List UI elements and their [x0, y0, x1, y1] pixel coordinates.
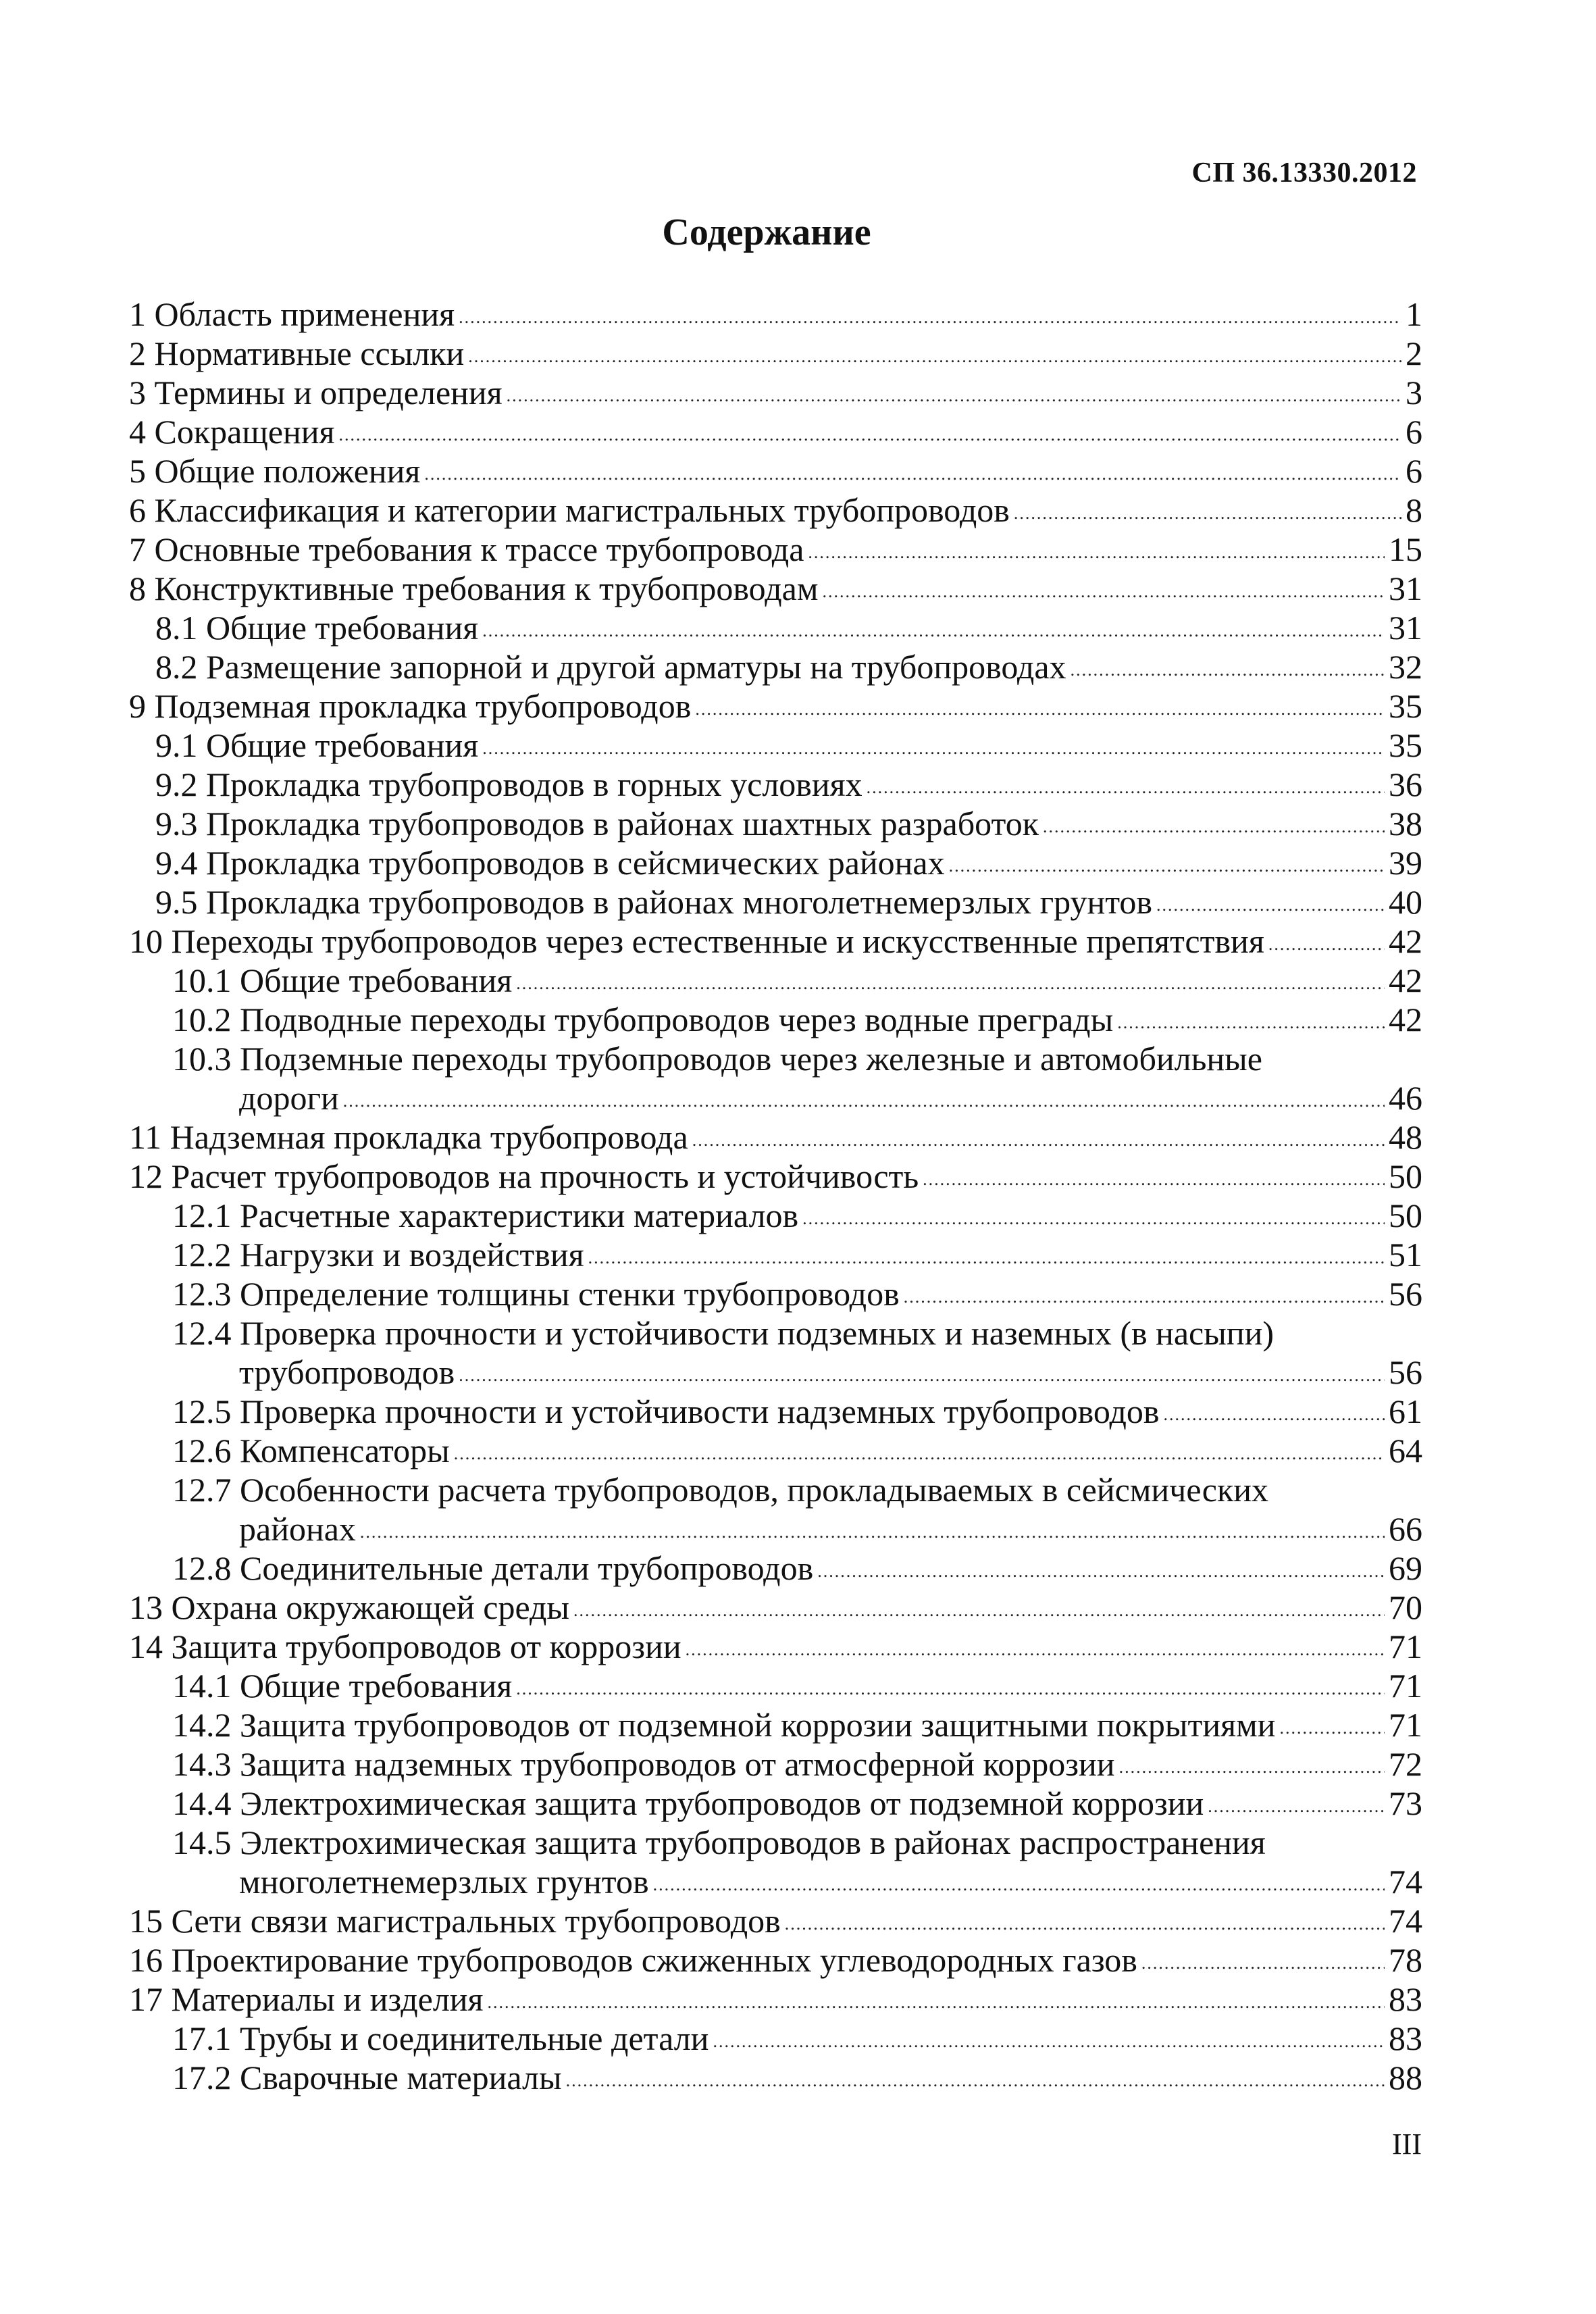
toc-entry-page: 88	[1389, 2059, 1422, 2096]
toc-entry-title: 10.3 Подземные переходы трубопроводов через железные и автомобильные	[172, 1040, 1262, 1078]
toc-entry-page: 71	[1389, 1628, 1422, 1665]
toc-entry-title-continuation: районах	[239, 1510, 356, 1548]
toc-subentry-continuation[interactable]	[129, 1078, 1422, 1117]
toc-entry-title: 14.5 Электрохимическая защита трубопроводов в районах распространения	[172, 1823, 1266, 1861]
toc-entry-title: 11 Надземная прокладка трубопровода	[129, 1118, 688, 1156]
toc-entry-page: 71	[1389, 1706, 1422, 1744]
leader-dots	[454, 1445, 1385, 1463]
leader-dots	[516, 975, 1385, 992]
toc-entry-page: 32	[1389, 648, 1422, 686]
toc-entry[interactable]	[129, 334, 1422, 373]
toc-entry-title: 6 Классификация и категории магистральных трубопроводов	[129, 491, 1010, 529]
leader-dots	[692, 1132, 1385, 1149]
toc-entry-title: 8.2 Размещение запорной и другой арматуры на трубопроводах	[155, 648, 1066, 686]
toc-subentry[interactable]	[129, 961, 1422, 1000]
leader-dots	[1164, 1406, 1385, 1424]
toc-subentry-first-line[interactable]	[129, 1313, 1422, 1353]
leader-dots	[482, 622, 1385, 640]
leader-dots	[1117, 1014, 1385, 1032]
toc-entry-title: 12.5 Проверка прочности и устойчивости надземных трубопроводов	[172, 1392, 1160, 1430]
leader-dots	[459, 309, 1401, 326]
leader-dots	[653, 1876, 1385, 1894]
toc-entry-title-continuation: трубопроводов	[239, 1353, 455, 1391]
leader-dots	[949, 857, 1385, 875]
toc-entry-page: 70	[1389, 1588, 1422, 1626]
toc-subentry[interactable]	[129, 1744, 1422, 1784]
toc-entry-title: 4 Сокращения	[129, 413, 335, 451]
toc-subentry[interactable]	[129, 647, 1422, 686]
toc-entry-title: 14.2 Защита трубопроводов от подземной коррозии защитными покрытиями	[172, 1706, 1276, 1744]
toc-entry-title: 17.1 Трубы и соединительные детали	[172, 2019, 709, 2057]
toc-subentry-first-line[interactable]	[129, 1470, 1422, 1509]
toc-subentry[interactable]	[129, 1196, 1422, 1235]
toc-subentry-continuation[interactable]	[129, 1862, 1422, 1901]
toc-entry-title: 9.3 Прокладка трубопроводов в районах шахтных разработок	[155, 805, 1039, 842]
toc-entry-page: 78	[1389, 1941, 1422, 1979]
toc-subentry[interactable]	[129, 608, 1422, 647]
leader-dots	[424, 466, 1401, 483]
toc-entry[interactable]	[129, 1157, 1422, 1196]
leader-dots	[1043, 818, 1385, 836]
page-number: III	[1392, 2128, 1422, 2161]
leader-dots	[713, 2033, 1385, 2051]
toc-entry-title: 14 Защита трубопроводов от коррозии	[129, 1628, 681, 1665]
toc-entry[interactable]	[129, 1901, 1422, 1940]
toc-entry[interactable]	[129, 686, 1422, 726]
toc-subentry-continuation[interactable]	[129, 1509, 1422, 1549]
leader-dots	[822, 583, 1385, 601]
leader-dots	[516, 1680, 1385, 1698]
toc-entry-page: 39	[1389, 844, 1422, 882]
leader-dots	[802, 1210, 1385, 1228]
toc-entry-page: 74	[1389, 1863, 1422, 1901]
toc-entry-title-continuation: многолетнемерзлых грунтов	[239, 1863, 649, 1901]
toc-entry-page: 42	[1389, 1001, 1422, 1038]
toc-entry-title: 12.6 Компенсаторы	[172, 1432, 450, 1469]
toc-entry-title: 17 Материалы и изделия	[129, 1980, 484, 2018]
leader-dots	[459, 1367, 1385, 1384]
leader-dots	[339, 426, 1401, 444]
toc-entry-title-continuation: дороги	[239, 1079, 339, 1117]
toc-entry-title: 12.8 Соединительные детали трубопроводов	[172, 1549, 814, 1587]
leader-dots	[468, 348, 1401, 366]
toc-entry-title: 12.4 Проверка прочности и устойчивости подземных и наземных (в насыпи)	[172, 1314, 1274, 1352]
toc-subentry[interactable]	[129, 804, 1422, 843]
leader-dots	[588, 1249, 1385, 1267]
leader-dots	[488, 1994, 1385, 2011]
toc-subentry[interactable]	[129, 1705, 1422, 1744]
toc-subentry[interactable]	[129, 882, 1422, 922]
leader-dots	[923, 1171, 1385, 1188]
leader-dots	[573, 1602, 1385, 1619]
leader-dots	[1119, 1759, 1385, 1776]
toc-entry-page: 6	[1406, 413, 1422, 451]
toc-entry-page: 50	[1389, 1197, 1422, 1234]
toc-entry[interactable]	[129, 295, 1422, 334]
toc-entry-page: 46	[1389, 1079, 1422, 1117]
toc-subentry-first-line[interactable]	[129, 1039, 1422, 1078]
toc-subentry[interactable]	[129, 1235, 1422, 1274]
toc-entry-title: 12 Расчет трубопроводов на прочность и устойчивость	[129, 1157, 919, 1195]
leader-dots	[360, 1524, 1385, 1541]
toc-entry-title: 12.1 Расчетные характеристики материалов	[172, 1197, 799, 1234]
leader-dots	[1141, 1955, 1385, 1972]
toc-entry-page: 83	[1389, 2019, 1422, 2057]
toc-subentry[interactable]	[129, 1274, 1422, 1313]
toc-entry-page: 36	[1389, 765, 1422, 803]
toc-subentry[interactable]	[129, 1549, 1422, 1588]
toc-entry-page: 83	[1389, 1980, 1422, 2018]
leader-dots	[482, 740, 1385, 757]
toc-entry[interactable]	[129, 569, 1422, 608]
toc-entry-title: 12.3 Определение толщины стенки трубопроводов	[172, 1275, 900, 1313]
toc-subentry[interactable]	[129, 1784, 1422, 1823]
toc-entry-title: 10.2 Подводные переходы трубопроводов через водные преграды	[172, 1001, 1114, 1038]
toc-entry-title: 17.2 Сварочные материалы	[172, 2059, 562, 2096]
leader-dots	[1268, 936, 1385, 953]
toc-entry[interactable]	[129, 1588, 1422, 1627]
toc-entry-title: 14.1 Общие требования	[172, 1667, 513, 1705]
toc-entry-title: 8 Конструктивные требования к трубопроводам	[129, 570, 819, 607]
toc-entry-page: 56	[1389, 1275, 1422, 1313]
toc-subentry[interactable]	[129, 2058, 1422, 2097]
toc-entry-title: 8.1 Общие требования	[155, 609, 479, 647]
leader-dots	[808, 544, 1385, 561]
toc-entry-page: 42	[1389, 961, 1422, 999]
toc-subentry[interactable]	[129, 1666, 1422, 1705]
toc-entry-title: 9.5 Прокладка трубопроводов в районах многолетнемерзлых грунтов	[155, 883, 1153, 921]
leader-dots	[1156, 897, 1385, 914]
toc-entry[interactable]	[129, 1980, 1422, 2019]
leader-dots	[867, 779, 1385, 797]
leader-dots	[507, 387, 1401, 405]
toc-entry-page: 31	[1389, 570, 1422, 607]
toc-subentry[interactable]	[129, 726, 1422, 765]
toc-subentry[interactable]	[129, 1392, 1422, 1431]
toc-entry[interactable]	[129, 373, 1422, 412]
toc-entry-title: 15 Сети связи магистральных трубопроводов	[129, 1902, 781, 1940]
leader-dots	[817, 1563, 1385, 1580]
toc-entry-page: 3	[1406, 374, 1422, 411]
toc-entry-page: 74	[1389, 1902, 1422, 1940]
toc-entry[interactable]	[129, 1627, 1422, 1666]
toc-entry-title: 10 Переходы трубопроводов через естественные и искусственные препятствия	[129, 922, 1264, 960]
leader-dots	[1280, 1719, 1385, 1737]
leader-dots	[686, 1641, 1385, 1659]
leader-dots	[785, 1915, 1385, 1933]
toc-entry[interactable]	[129, 491, 1422, 530]
toc-entry[interactable]	[129, 1940, 1422, 1980]
toc-entry-page: 35	[1389, 687, 1422, 725]
toc-entry-title: 9.1 Общие требования	[155, 726, 479, 764]
toc-entry-page: 61	[1389, 1392, 1422, 1430]
toc-entry-title: 16 Проектирование трубопроводов сжиженных углеводородных газов	[129, 1941, 1137, 1979]
document-code: СП 36.13330.2012	[1191, 157, 1417, 188]
leader-dots	[1208, 1798, 1385, 1815]
toc-subentry[interactable]	[129, 2019, 1422, 2058]
toc-entry-page: 64	[1389, 1432, 1422, 1469]
toc-entry-title: 2 Нормативные ссылки	[129, 334, 465, 372]
toc-entry-page: 50	[1389, 1157, 1422, 1195]
toc-entry-page: 15	[1389, 530, 1422, 568]
table-of-contents	[129, 295, 1422, 2097]
toc-entry-title: 13 Охрана окружающей среды	[129, 1588, 570, 1626]
toc-subentry[interactable]	[129, 1000, 1422, 1039]
toc-subentry[interactable]	[129, 765, 1422, 804]
toc-entry-title: 1 Область применения	[129, 295, 455, 333]
toc-entry-page: 56	[1389, 1353, 1422, 1391]
toc-entry-title: 10.1 Общие требования	[172, 961, 513, 999]
toc-entry[interactable]	[129, 451, 1422, 491]
toc-entry-page: 71	[1389, 1667, 1422, 1705]
toc-subentry[interactable]	[129, 1431, 1422, 1470]
toc-entry-page: 48	[1389, 1118, 1422, 1156]
toc-entry-page: 35	[1389, 726, 1422, 764]
leader-dots	[1014, 505, 1401, 522]
leader-dots	[1071, 661, 1385, 679]
toc-entry-page: 69	[1389, 1549, 1422, 1587]
toc-entry-page: 51	[1389, 1236, 1422, 1274]
toc-entry-title: 9.2 Прокладка трубопроводов в горных условиях	[155, 765, 863, 803]
toc-entry-title: 12.2 Нагрузки и воздействия	[172, 1236, 584, 1274]
leader-dots	[904, 1288, 1385, 1306]
toc-entry-page: 40	[1389, 883, 1422, 921]
toc-subentry-continuation[interactable]	[129, 1353, 1422, 1392]
toc-entry-page: 6	[1406, 452, 1422, 490]
toc-entry-page: 42	[1389, 922, 1422, 960]
leader-dots	[343, 1092, 1385, 1110]
toc-entry[interactable]	[129, 922, 1422, 961]
toc-subentry-first-line[interactable]	[129, 1823, 1422, 1862]
toc-entry-page: 2	[1406, 334, 1422, 372]
page-title: Содержание	[662, 211, 871, 253]
leader-dots	[566, 2072, 1385, 2090]
toc-entry-page: 8	[1406, 491, 1422, 529]
toc-entry-title: 5 Общие положения	[129, 452, 421, 490]
toc-entry-title: 9.4 Прокладка трубопроводов в сейсмических районах	[155, 844, 945, 882]
toc-entry[interactable]	[129, 530, 1422, 569]
toc-entry-page: 31	[1389, 609, 1422, 647]
toc-entry-title: 3 Термины и определения	[129, 374, 503, 411]
toc-entry-title: 12.7 Особенности расчета трубопроводов, прокладываемых в сейсмических	[172, 1471, 1268, 1509]
leader-dots	[695, 701, 1385, 718]
toc-entry[interactable]	[129, 1117, 1422, 1157]
toc-entry[interactable]	[129, 412, 1422, 451]
toc-entry-page: 72	[1389, 1745, 1422, 1783]
toc-entry-page: 73	[1389, 1784, 1422, 1822]
toc-subentry[interactable]	[129, 843, 1422, 882]
toc-entry-page: 66	[1389, 1510, 1422, 1548]
toc-entry-title: 14.4 Электрохимическая защита трубопроводов от подземной коррозии	[172, 1784, 1204, 1822]
toc-entry-page: 1	[1406, 295, 1422, 333]
toc-entry-title: 7 Основные требования к трассе трубопровода	[129, 530, 804, 568]
toc-entry-page: 38	[1389, 805, 1422, 842]
toc-entry-title: 14.3 Защита надземных трубопроводов от атмосферной коррозии	[172, 1745, 1115, 1783]
toc-entry-title: 9 Подземная прокладка трубопроводов	[129, 687, 692, 725]
